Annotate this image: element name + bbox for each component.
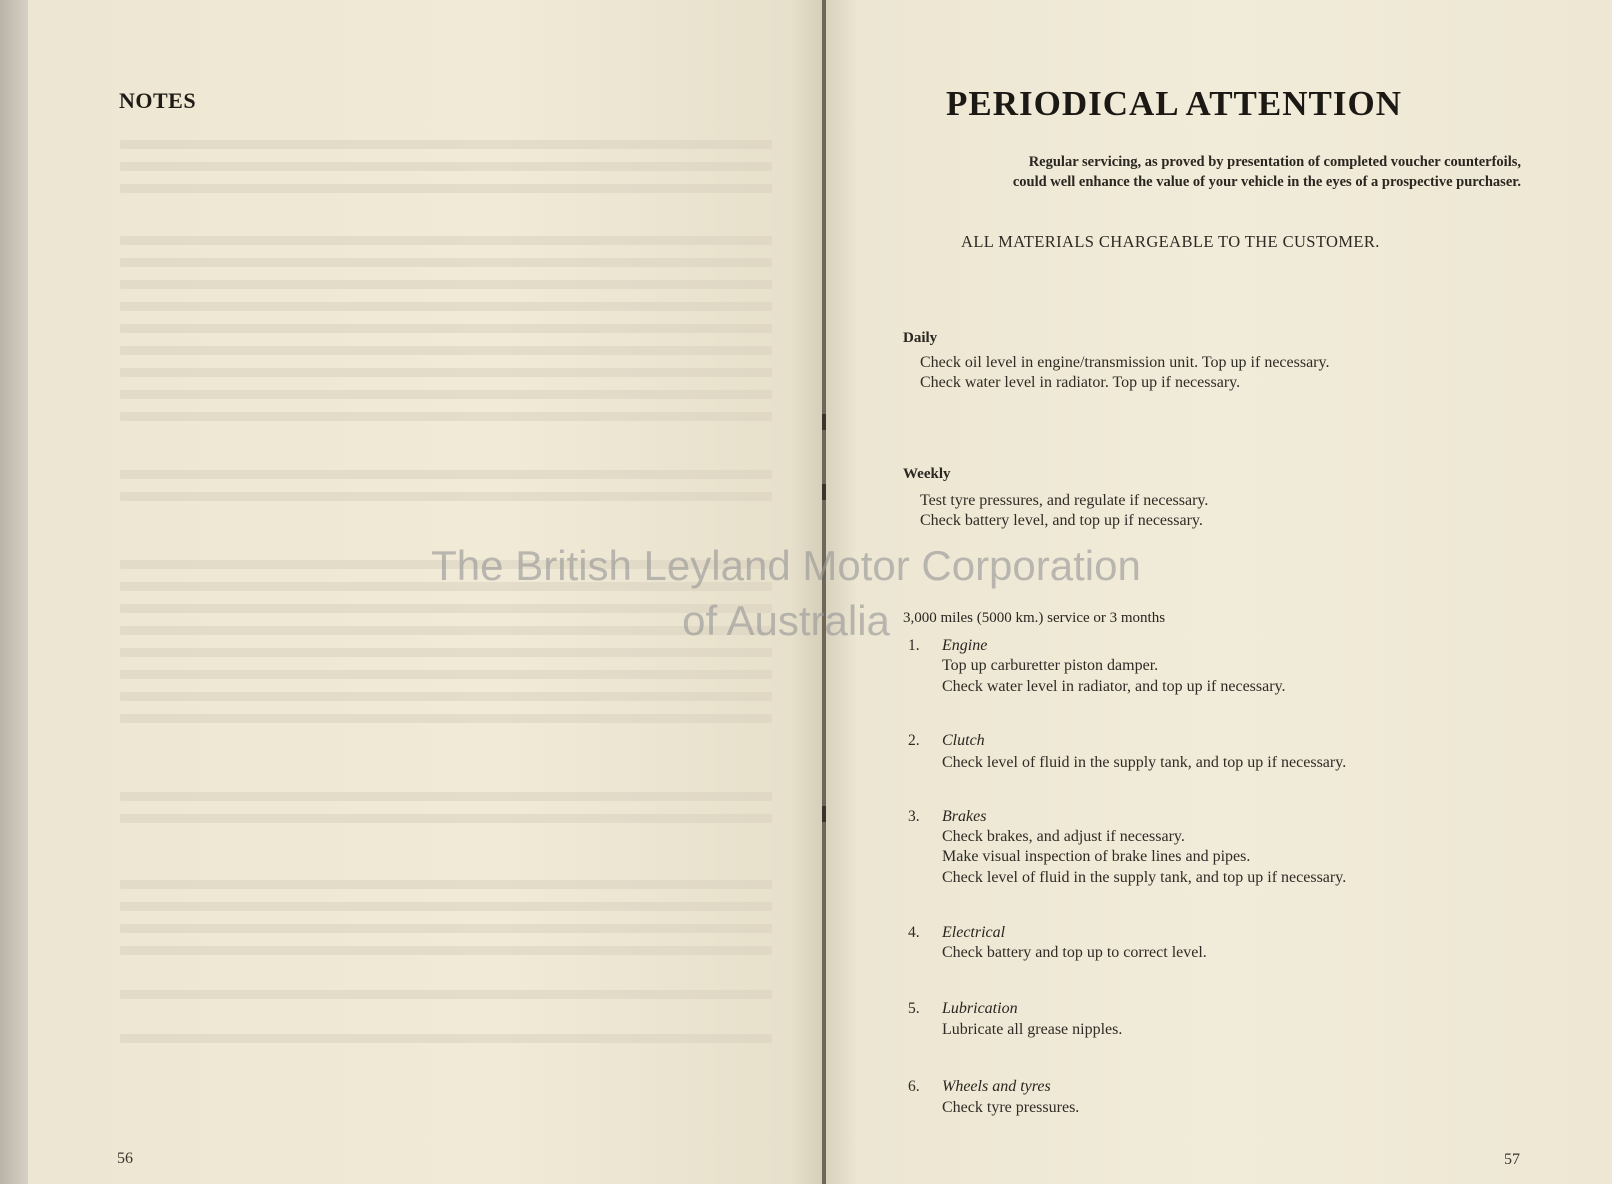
item-title-electrical: Electrical (942, 924, 1006, 941)
show-through-text (120, 162, 772, 171)
item-number: 1. (908, 637, 920, 654)
item-title-engine: Engine (942, 637, 988, 654)
daily-line: Check water level in radiator. Top up if necessary. (920, 374, 1241, 391)
service-heading: 3,000 miles (5000 km.) service or 3 months (903, 610, 1166, 626)
page-title: PERIODICAL ATTENTION (946, 84, 1402, 123)
item-number: 4. (908, 924, 920, 941)
item-line: Check battery and top up to correct level. (942, 944, 1207, 961)
watermark-line: of Australia (682, 597, 890, 644)
weekly-heading: Weekly (903, 466, 951, 482)
show-through-text (120, 648, 772, 657)
intro-line: Regular servicing, as proved by presentation of completed voucher counterfoils, (1028, 154, 1521, 170)
show-through-text (120, 692, 772, 701)
show-through-text (120, 814, 772, 823)
item-title-brakes: Brakes (942, 808, 987, 825)
item-line: Top up carburetter piston damper. (942, 657, 1159, 674)
intro-line: could well enhance the value of your vehicle in the eyes of a prospective purchaser. (1012, 174, 1521, 190)
show-through-text (120, 714, 772, 723)
show-through-text (120, 184, 772, 193)
page-number-left: 56 (117, 1150, 133, 1167)
book-edge (0, 0, 28, 1184)
show-through-text (120, 924, 772, 933)
materials-notice: ALL MATERIALS CHARGEABLE TO THE CUSTOMER. (961, 232, 1380, 251)
item-number: 3. (908, 808, 920, 825)
show-through-text (120, 236, 772, 245)
show-through-text (120, 880, 772, 889)
item-line: Make visual inspection of brake lines and pipes. (942, 848, 1251, 865)
item-line: Check water level in radiator, and top up if necessary. (942, 678, 1286, 695)
show-through-text (120, 792, 772, 801)
show-through-text (120, 324, 772, 333)
notes-heading: NOTES (119, 88, 197, 113)
item-title-wheels-and-tyres: Wheels and tyres (942, 1078, 1051, 1095)
intro-paragraph (901, 152, 1521, 192)
show-through-text (120, 990, 772, 999)
show-through-text (120, 902, 772, 911)
left-page (28, 0, 822, 1184)
show-through-text (120, 412, 772, 421)
show-through-text (120, 470, 772, 479)
item-title-clutch: Clutch (942, 732, 985, 749)
show-through-text (120, 1034, 772, 1043)
show-through-text (120, 670, 772, 679)
show-through-text (120, 560, 772, 569)
show-through-text (120, 390, 772, 399)
show-through-text (120, 302, 772, 311)
show-through-text (120, 946, 772, 955)
weekly-line: Test tyre pressures, and regulate if necessary. (920, 492, 1209, 509)
show-through-text (120, 604, 772, 613)
watermark-line: The British Leyland Motor Corporation (431, 542, 1141, 589)
show-through-text (120, 140, 772, 149)
show-through-text (120, 346, 772, 355)
show-through-text (120, 368, 772, 377)
show-through-text (120, 280, 772, 289)
item-title-lubrication: Lubrication (942, 1000, 1018, 1017)
weekly-line: Check battery level, and top up if necessary. (920, 512, 1203, 529)
item-line: Lubricate all grease nipples. (942, 1021, 1123, 1038)
show-through-text (120, 582, 772, 591)
daily-heading: Daily (903, 330, 938, 346)
daily-line: Check oil level in engine/transmission unit. Top up if necessary. (920, 354, 1330, 371)
item-line: Check brakes, and adjust if necessary. (942, 828, 1185, 845)
item-number: 6. (908, 1078, 920, 1095)
item-number: 5. (908, 1000, 920, 1017)
show-through-text (120, 626, 772, 635)
item-line: Check level of fluid in the supply tank, and top up if necessary. (942, 869, 1347, 886)
show-through-text (120, 492, 772, 501)
show-through-text (120, 258, 772, 267)
item-line: Check tyre pressures. (942, 1099, 1080, 1116)
item-line: Check level of fluid in the supply tank, and top up if necessary. (942, 754, 1347, 771)
right-page (826, 0, 1612, 1184)
item-number: 2. (908, 732, 920, 749)
page-number-right: 57 (1504, 1151, 1520, 1168)
